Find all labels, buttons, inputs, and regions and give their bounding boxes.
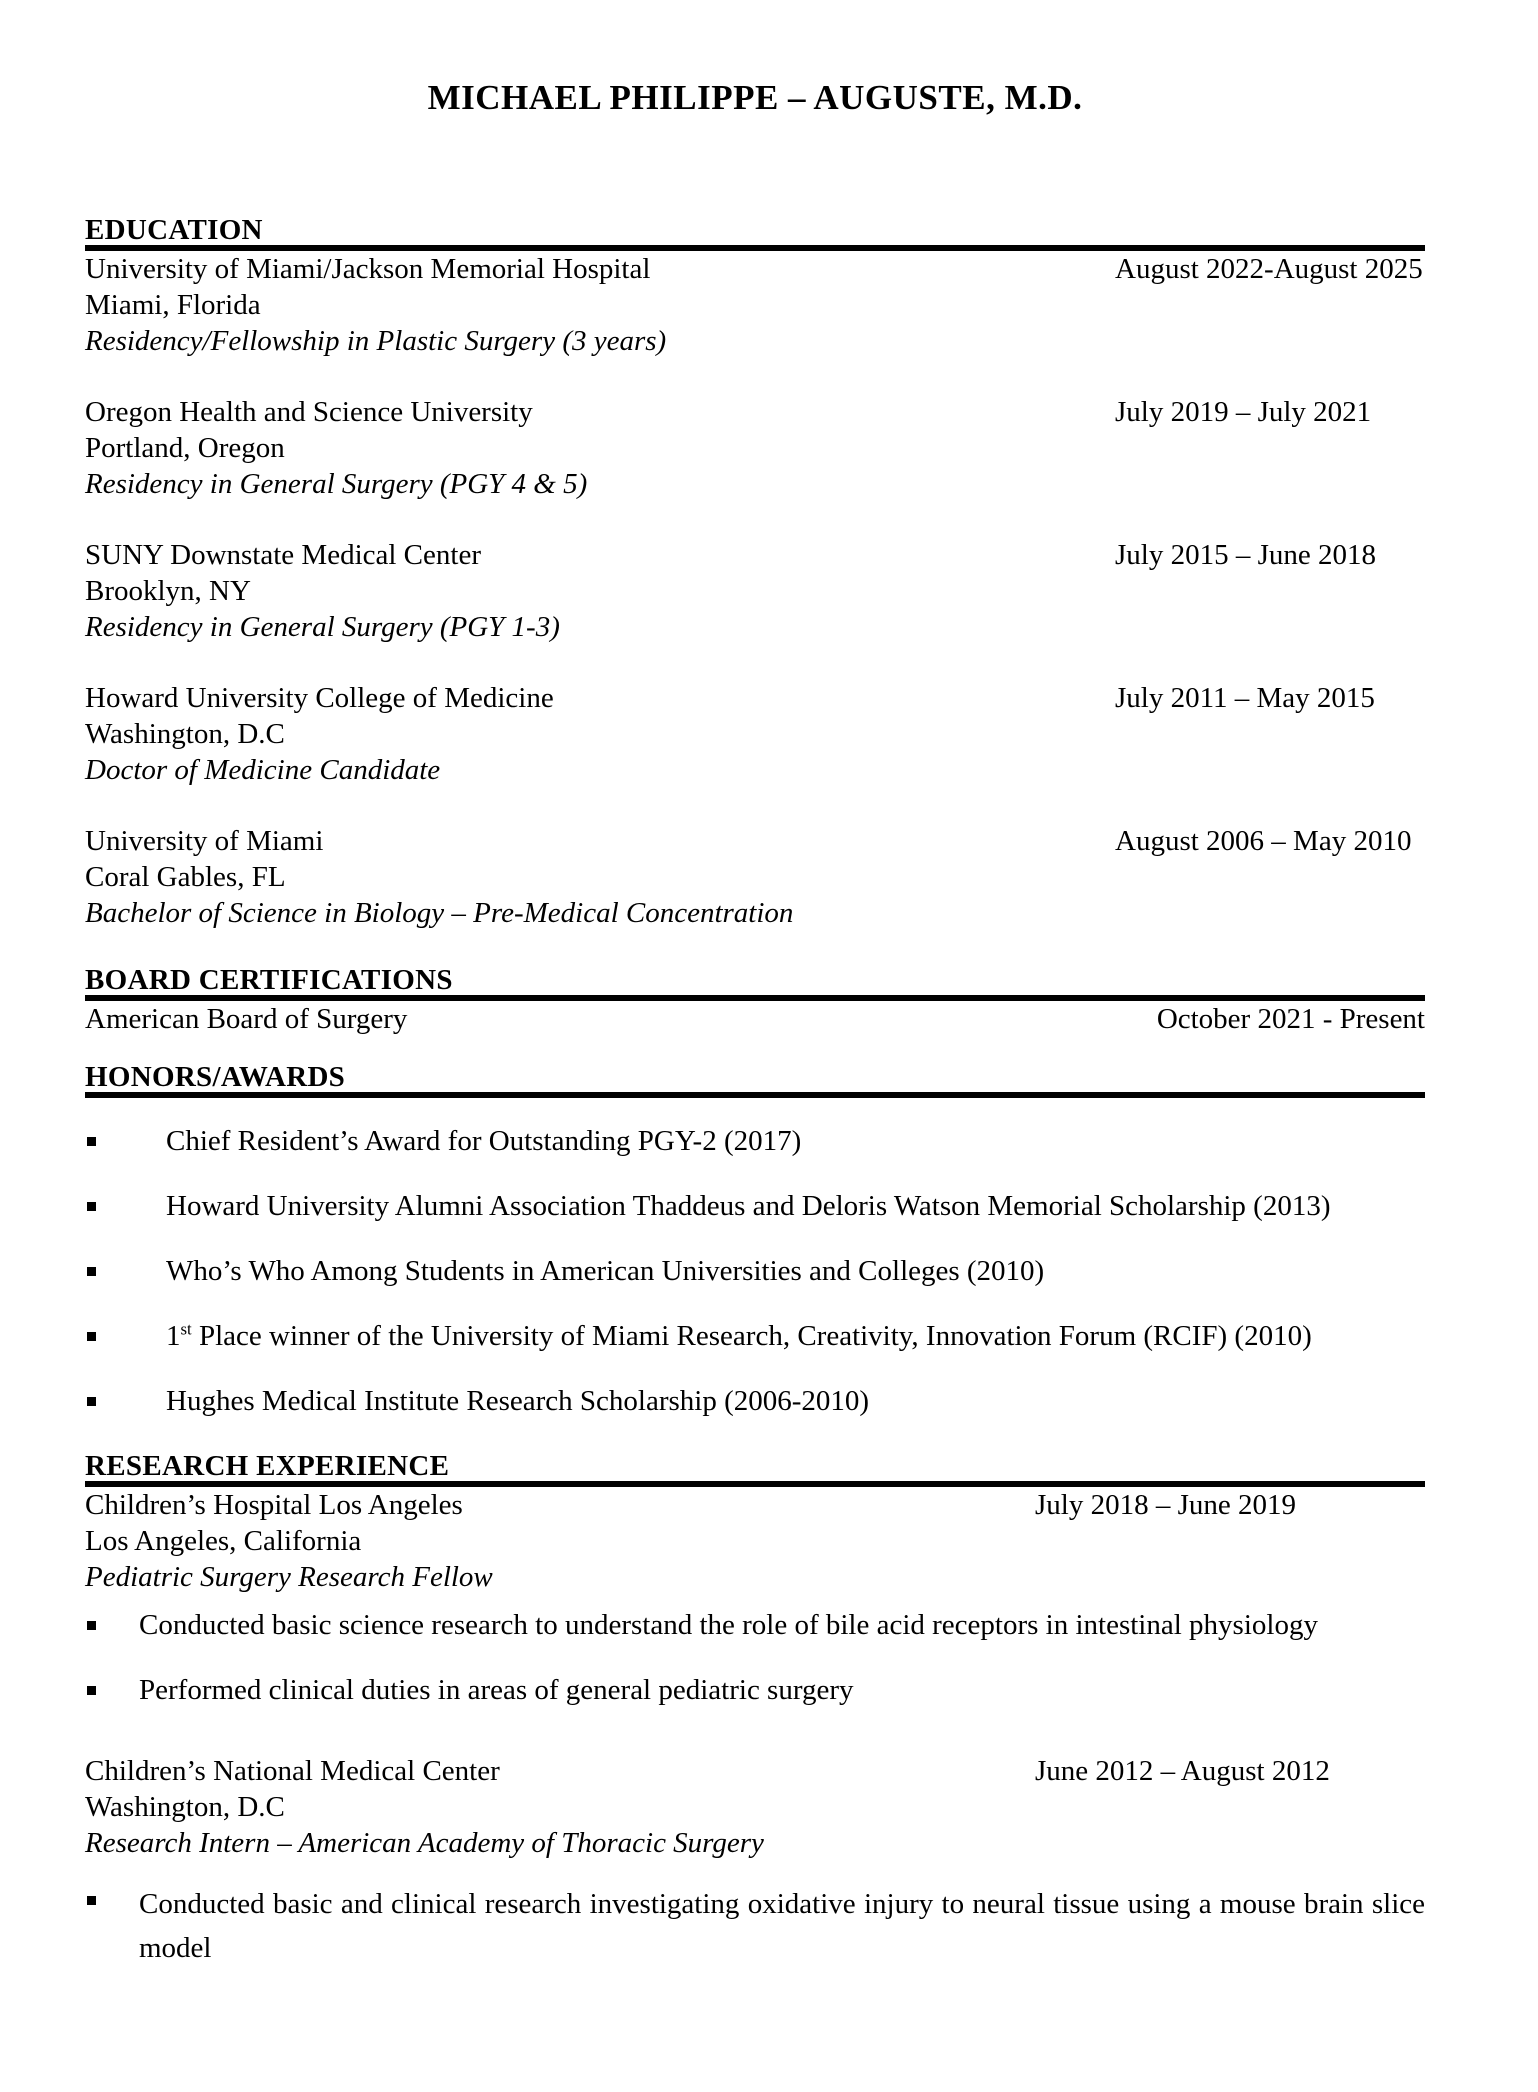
bullet-square-icon — [87, 1621, 96, 1630]
entry-dates: August 2022-August 2025 — [1115, 253, 1423, 285]
institution-name: Children’s Hospital Los Angeles — [85, 1489, 463, 1521]
entry-location: Brooklyn, NY — [85, 575, 251, 607]
research-entry — [85, 1487, 1425, 1595]
bullet-square-icon — [87, 1202, 96, 1211]
entry-role: Residency in General Surgery (PGY 4 & 5) — [85, 468, 588, 500]
award-item — [85, 1253, 1425, 1289]
education-entry — [85, 680, 1425, 788]
entry-role: Doctor of Medicine Candidate — [85, 754, 441, 786]
award-item — [85, 1383, 1425, 1419]
section-board-certifications — [85, 965, 1425, 1037]
entry-dates: June 2012 – August 2012 — [1035, 1755, 1330, 1787]
entry-dates: August 2006 – May 2010 — [1115, 825, 1412, 857]
research-bullet — [85, 1672, 1425, 1708]
institution-name: University of Miami — [85, 825, 324, 857]
research-bullet-text: Conducted basic science research to understand the role of bile acid receptors in intestinal physiology — [139, 1609, 1318, 1641]
bullet-square-icon — [87, 1686, 96, 1695]
entry-dates: July 2011 – May 2015 — [1115, 682, 1375, 714]
entry-location: Washington, D.C — [85, 718, 285, 750]
research-bullet-text: Conducted basic and clinical research investigating oxidative injury to neural tissue using a mouse brain slice model — [139, 1888, 1425, 1964]
award-item — [85, 1188, 1425, 1224]
education-entry — [85, 823, 1425, 931]
entry-dates: July 2015 – June 2018 — [1115, 539, 1376, 571]
award-text-rest: Place winner of the University of Miami Research, Creativity, Innovation Forum (RCIF) (2010) — [191, 1320, 1312, 1352]
section-honors-awards — [85, 1062, 1425, 1419]
institution-name: University of Miami/Jackson Memorial Hospital — [85, 253, 651, 285]
institution-name: Howard University College of Medicine — [85, 682, 554, 714]
entry-role: Research Intern – American Academy of Thoracic Surgery — [85, 1827, 764, 1859]
entry-role: Pediatric Surgery Research Fellow — [85, 1561, 493, 1593]
bullet-square-icon — [87, 1896, 96, 1905]
entry-dates: October 2021 - Present — [1156, 1003, 1425, 1035]
institution-name: Oregon Health and Science University — [85, 396, 533, 428]
ordinal-superscript: st — [180, 1319, 192, 1339]
education-heading: EDUCATION — [85, 214, 263, 246]
honors-heading: HONORS/AWARDS — [85, 1061, 346, 1093]
research-bullet — [85, 1607, 1425, 1643]
entry-role: Bachelor of Science in Biology – Pre-Medical Concentration — [85, 897, 794, 929]
award-text: Hughes Medical Institute Research Scholarship (2006-2010) — [166, 1385, 870, 1417]
resume-title: MICHAEL PHILIPPE – AUGUSTE, M.D. — [427, 78, 1083, 117]
section-education — [85, 215, 1425, 931]
research-heading: RESEARCH EXPERIENCE — [85, 1450, 450, 1482]
bullet-square-icon — [87, 1332, 96, 1341]
research-bullet — [85, 1882, 1425, 1970]
education-entry — [85, 537, 1425, 645]
entry-location: Coral Gables, FL — [85, 861, 286, 893]
board-heading: BOARD CERTIFICATIONS — [85, 964, 453, 996]
institution-name: Children’s National Medical Center — [85, 1755, 500, 1787]
board-entry — [85, 1001, 1425, 1037]
education-entry — [85, 251, 1425, 359]
institution-name: SUNY Downstate Medical Center — [85, 539, 481, 571]
entry-dates: July 2019 – July 2021 — [1115, 396, 1372, 428]
entry-role: Residency/Fellowship in Plastic Surgery (3 years) — [85, 325, 667, 357]
entry-location: Los Angeles, California — [85, 1525, 362, 1557]
entry-location: Washington, D.C — [85, 1791, 285, 1823]
education-entry — [85, 394, 1425, 502]
award-text: Howard University Alumni Association Thaddeus and Deloris Watson Memorial Scholarship (2013) — [166, 1190, 1331, 1222]
entry-location: Portland, Oregon — [85, 432, 285, 464]
award-item — [85, 1123, 1425, 1159]
award-text: Chief Resident’s Award for Outstanding PGY-2 (2017) — [166, 1125, 802, 1157]
research-bullet-text: Performed clinical duties in areas of general pediatric surgery — [139, 1674, 854, 1706]
bullet-square-icon — [87, 1397, 96, 1406]
award-text-prefix: 1 — [166, 1320, 181, 1352]
entry-dates: July 2018 – June 2019 — [1035, 1489, 1296, 1521]
entry-role: Residency in General Surgery (PGY 1-3) — [85, 611, 560, 643]
section-research-experience — [85, 1451, 1425, 1970]
award-text — [166, 1318, 1312, 1354]
research-entry — [85, 1753, 1425, 1861]
entry-location: Miami, Florida — [85, 289, 261, 321]
bullet-square-icon — [87, 1267, 96, 1276]
award-text: Who’s Who Among Students in American Universities and Colleges (2010) — [166, 1255, 1045, 1287]
bullet-square-icon — [87, 1137, 96, 1146]
award-item — [85, 1318, 1425, 1354]
certification-name: American Board of Surgery — [85, 1003, 408, 1035]
